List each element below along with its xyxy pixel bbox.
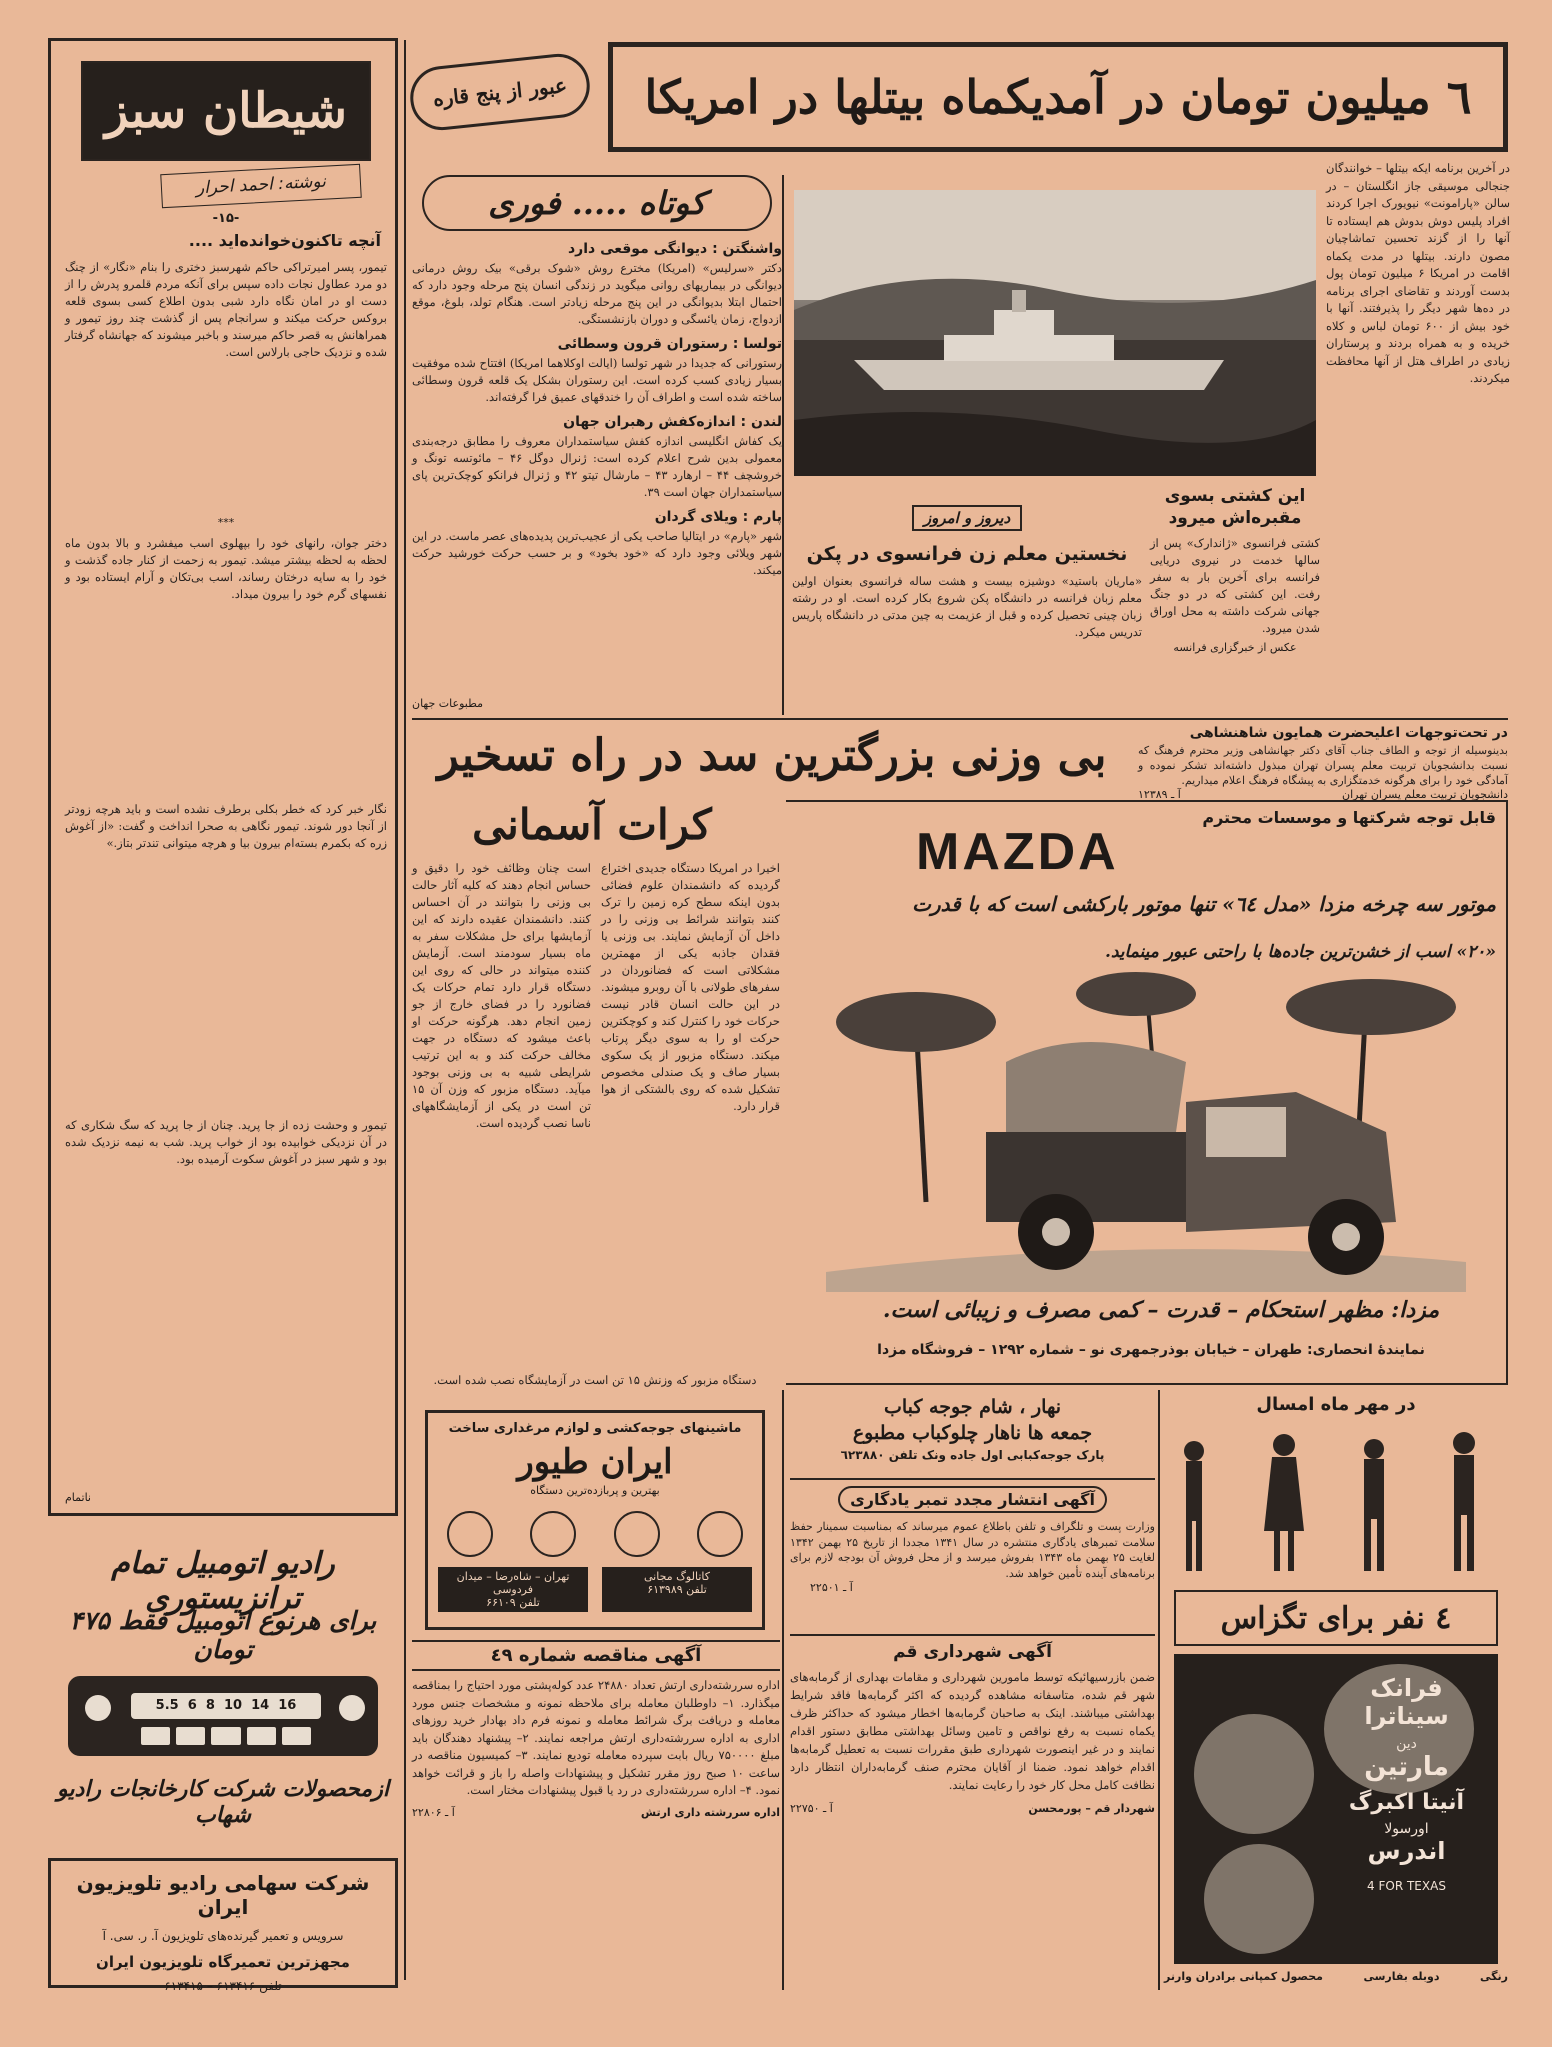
short-news-text-3: یک کفاش انگلیسی اندازه کفش سیاستمداران معروف را مطابق درجه‌بندی معمولی بدین شرح اعلام کرده است: ژنرال دوگل ۴۶ – مائوتسه تونگ و خروشچف ۴۴ – ارهارد ۴۳ – مارشال تیتو ۴۲ و ژنرال فرانکو کوچک‌ترین پای سیاستمداران جهان است ۳۹. — [412, 434, 782, 499]
short-news-heading-2: تولسا : رستوران قرون وسطائی — [557, 336, 782, 352]
iran-tiour-ad — [425, 1410, 765, 1630]
beatles-column — [1326, 160, 1510, 700]
radio-dial-graphic — [68, 1676, 378, 1756]
short-news-credit: مطبوعات جهان — [412, 697, 483, 710]
serial-separator: *** — [217, 516, 235, 529]
announcement-title: در تحت‌توجهات اعلیحضرت همایون شاهنشاهی — [1189, 725, 1508, 741]
restaurant-ad — [790, 1390, 1155, 1480]
short-news-text-2: رستورانی که جدیدا در شهر تولسا (ایالت اوکلاهما امریکا) افتتاح شده موفقیت بسیار زیادی کسب کرده است. این رستوران بشکل یک قلعه قرون وسطائی ساخته شده است و اطراف آن را خندقهای عمیق فرا گرفته‌اند. — [412, 356, 782, 404]
movie-actor-1: فرانک سیناترا — [1364, 1674, 1449, 1730]
serial-story-column — [48, 38, 398, 1516]
tender-signature: اداره سررشته داری ارتش — [640, 1805, 780, 1819]
movie-header: در مهر ماه امسال — [1256, 1394, 1416, 1415]
tv-ad-phone: تلفن ۶۱۳۴۱۶ – ۶۱۳۴۱۵ — [164, 1979, 282, 1993]
movie-actor-2: مارتین — [1364, 1752, 1449, 1782]
column-rule-2 — [782, 175, 784, 715]
stamp-ref: آ ـ ۲۲۵۰۱ — [810, 1581, 853, 1594]
movie-credits — [1324, 1674, 1489, 1954]
yesterday-today-label: دیروز و امروز — [912, 505, 1022, 531]
movie-poster — [1174, 1654, 1498, 1964]
header-badge-text: عبور از پنج قاره — [431, 73, 569, 111]
serial-paragraph-1: تیمور، پسر امیرتراکی حاکم شهرسبز دختری را بنام «نگار» از چنگ دو مرد عطاول نجات داده سپس برای آنکه مردم قلمرو پدرش را از دست او در امان نگاه دارد شبی بدون اطلاع کسی بسوی قلعه بروکس حرکت میکند و سرانجام پس از گذشت چند روز تیمور و همراهانش به قصر حاکم میرسند و باخبر میشوند که جهانشاه گرفتار شده و نزدیک حاجی بارلاس است. — [65, 260, 387, 359]
tender-title: آگهی مناقصه شماره ٤٩ — [412, 1640, 780, 1671]
iran-tiour-emblem-2 — [530, 1511, 576, 1557]
movie-title: ٤ نفر برای تگزاس — [1220, 1600, 1452, 1636]
announcement-text: بدینوسیله از توجه و الطاف جناب آقای دکتر جهانشاهی وزیر محترم فرهنگ که نسبت بدانشجویان تربیت معلم پسران تهران مبذول داشته‌اند تشکر نموده و آمادگی خود را برای هرگونه خدمتگزاری به پیشگاه فرهنگ اعلام میداریم. — [1138, 744, 1508, 787]
movie-footer-1: رنگی — [1480, 1970, 1508, 1983]
tv-ad-title: شرکت سهامی رادیو تلویزیون ایران — [76, 1871, 370, 1919]
serial-paragraph-4: تیمور و وحشت زده از جا پرید. چنان از جا پرید که سگ شکاری که در آن نزدیکی خوابیده بود از خواب پرید. شب به نیمه نزدیک شده بود و شهر سبز در آغوش سکوت آرمیده بود. — [65, 1118, 387, 1166]
serial-title-banner — [81, 61, 371, 161]
iran-tiour-phone-2: تلفن ۶۶۱۰۹ — [486, 1596, 540, 1609]
column-rule-1 — [404, 40, 406, 1980]
tender-notice — [412, 1640, 780, 1990]
radio-ad-line-1: رادیو اتومبیل تمام ترانزیستوری — [111, 1546, 335, 1616]
serial-signature: ناتمام — [65, 1491, 91, 1504]
restaurant-line-3: پارک جوجه‌کبابی اول جاده ونک تلفن ٦٢٣٨٨٠ — [840, 1448, 1105, 1462]
movie-face-3 — [1204, 1844, 1314, 1954]
radio-dial-window — [131, 1693, 321, 1719]
iran-tiour-emblem-1 — [447, 1511, 493, 1557]
mazda-slogan: مزدا: مظهر استحکام – قدرت – کمی مصرف و زیبائی است. — [882, 1297, 1440, 1323]
radio-ad — [48, 1526, 398, 1846]
movie-connector-1: دین — [1396, 1736, 1417, 1752]
short-news-text-4: شهر «پارم» در ایتالیا صاحب یکی از عجیب‌ترین پدیده‌های عصر ماست. در این شهر ویلائی وجود دارد که «خود بخود» و بر حسب حرکت خورشید حرکت میکند. — [412, 529, 782, 577]
movie-title-box — [1174, 1590, 1498, 1646]
iran-tiour-box-1 — [602, 1567, 752, 1612]
iran-tiour-brand: ایران طیور — [517, 1442, 673, 1482]
short-news-heading-1: واشنگتن : دیوانگی موقعی دارد — [567, 241, 782, 257]
qom-text: ضمن بازرسیهائیکه توسط مامورین شهرداری و مقامات بهداری از گرمابه‌های شهر قم شده، متاسفانه مشاهده گردیده که اکثر گرمابه‌ها فاقد شرایط بهداشتی میباشند. اینک به صاحبان گرمابه‌ها اخطار میشود که حداکثر ظرف یکماه نسبت به رفع نواقص و تامین وسائل بهداشتی مطابق دستور اقدام نمایند و در غیر اینصورت شهرداری طبق مقررات نسبت به تعطیل گرمابه‌ها اقدام خواهد نمود. ضمنا از آقایان محترم صنف گرمابه‌داران انتظار دارد نظافت کامل محل کار خود را رعایت نمایند. — [790, 1670, 1155, 1792]
mazda-line-1: موتور سه چرخه مزدا «مدل ٦٤» تنها موتور بارکشی است که با قدرت — [912, 892, 1496, 916]
qom-title: آگهی شهرداری قم — [893, 1642, 1052, 1662]
iran-tiour-top: ماشینهای جوجه‌کشی و لوازم مرغداری ساخت — [448, 1421, 742, 1436]
header-badge — [407, 51, 593, 133]
tv-ad-line-2: مجهزترین تعمیرگاه تلویزیون ایران — [96, 1953, 350, 1971]
short-news-heading-3: لندن : اندازه‌کفش رهبران جهان — [563, 414, 782, 430]
space-article-body — [412, 860, 780, 1365]
radio-buttons — [141, 1727, 311, 1745]
movie-footer-3: محصول کمپانی برادران وارنر — [1164, 1970, 1323, 1983]
serial-paragraph-3: نگار خبر کرد که خطر بکلی برطرف نشده است و باید هرچه زودتر از آنجا دور شوند. تیمور نگاهی به صحرا انداخت و گفت: «از آغوش زره که بکمرم بسته‌ام بیرون بیا و هرچه میتوانی تندتر بتاز.» — [65, 802, 387, 850]
movie-face-2 — [1194, 1714, 1314, 1834]
short-news-title-box — [422, 175, 772, 231]
stamp-text: وزارت پست و تلگراف و تلفن باطلاع عموم میرساند که بمناسبت سمینار حفظ سلامت تمبرهای یادگاری منتشره در سال ۱۳۴۱ مجددا از تاریخ ۲۵ بهمن ۱۳۴۲ لغایت ۲۵ بهمن ماه ۱۳۴۳ بفروش میرسد و از محل فروش آن بودجه لازم برای برنامه‌های آینده تأمین خواهد شد. — [790, 1520, 1156, 1580]
space-headline-2: کرات آسمانی — [472, 800, 712, 849]
short-news-list — [412, 241, 782, 691]
announcement-ref: آ ـ ۱۲۳۸۹ — [1138, 788, 1181, 801]
stamp-notice — [790, 1486, 1155, 1636]
column-rule-4 — [1158, 1390, 1160, 1990]
movie-ad — [1164, 1390, 1508, 1990]
space-col-2: است چنان وظائف خود را دقیق و حساس انجام دهند که کلیه آثار حالت بی وزنی را بتوانند در آن احساس کنند. دانشمندان عقیده دارند که این آزمایشها برای حل مشکلات سفر به ماه بسیار سودمند است. آزمایش کننده میتواند در حالی که روی این دستگاه قرار دارد تمام حرکات یک فضانورد را در فضای خارج از جو زمین انجام دهد. هرگونه حرکت او باعث میشود که دستگاه در جهت مخالف حرکت کند و به این ترتیب شرایطی شبیه به بی وزنی بوجود میآید. دستگاه مزبور که وزن آن ۱۵ تن است در یکی از آزمایشگاههای ناسا نصب گردیده است. — [412, 861, 591, 1130]
stamp-title-wrap — [790, 1486, 1155, 1513]
qom-ref: آ ـ ۲۲۷۵۰ — [790, 1802, 833, 1815]
qom-signature: شهردار قم – پورمحسن — [1028, 1802, 1155, 1815]
radio-ad-maker: ازمحصولات شرکت کارخانجات رادیو شهاب — [57, 1776, 389, 1828]
stamp-title: آگهی انتشار مجدد تمبر یادگاری — [838, 1486, 1107, 1513]
radio-ad-line-2: برای هرنوع اتومبیل فقط ۴۷۵ تومان — [69, 1606, 377, 1664]
restaurant-line-2: جمعه ها ناهار چلوکباب مطبوع — [852, 1422, 1093, 1444]
photo-caption — [1150, 485, 1320, 705]
yesterday-today-label-wrap — [792, 505, 1142, 537]
qom-notice — [790, 1642, 1155, 1992]
short-news-title: کوتاه ..... فوری — [488, 184, 706, 222]
serial-subheading: آنچه تاکنون‌خوانده‌اید .... — [188, 231, 381, 250]
yesterday-today — [792, 505, 1142, 720]
short-news-section — [412, 175, 782, 715]
space-headline-1: بی وزنی بزرگترین سد در راه تسخیر — [437, 730, 1107, 781]
short-news-heading-4: پارم : ویلای گردان — [654, 509, 782, 525]
iran-tiour-sub: بهترین و پربازده‌ترین دستگاه — [530, 1484, 660, 1497]
tender-text: اداره سررشته‌داری ارتش تعداد ۲۴۸۸۰ عدد کوله‌پشتی مورد احتیاج را بمناقصه میگذارد. ۱– داوطلبان معامله برای ملاحظه نمونه و مشخصات جنس مورد معامله و دریافت برگ شرائط معامله و نمونه فرم داد بهادار خرید روزهای اداری به اداره سررشته‌داری ارتش مراجعه نمایند. ۲– پیشنهاد دهندگان باید مبلغ ۷۵۰۰۰۰ ریال بابت سپرده معامله تودیع نمایند. ۳– کمیسیون مناقصه در ساعت ۱۰ صبح روز مقرر تشکیل و پیشنهادات واصله را باز و قرائت خواهد نمود. ۴– اداره سررشته‌داری در رد یا قبول پیشنهادات مختار است. — [412, 1678, 781, 1797]
iran-tiour-emblem-4 — [697, 1511, 743, 1557]
movie-english-title: 4 FOR TEXAS — [1367, 1879, 1446, 1893]
main-headline-box — [608, 42, 1508, 152]
tv-ad — [48, 1858, 398, 1993]
photo-caption-title: این کشتی بسوی مقبره‌اش میرود — [1164, 486, 1306, 528]
iran-tiour-address-2: تهران – شاه‌رضا – میدان فردوسی — [456, 1570, 570, 1596]
movie-actor-3: آنیتا اکبرگ — [1348, 1790, 1465, 1815]
iran-tiour-emblem-3 — [614, 1511, 660, 1557]
main-headline: ٦ میلیون تومان در آمدیکماه بیتلها در امریکا — [644, 70, 1472, 124]
radio-dial-numbers: 5.5 6 8 10 14 16 — [155, 1698, 297, 1713]
movie-footer — [1164, 1970, 1508, 1988]
movie-footer-2: دوبله بفارسی — [1363, 1970, 1440, 1983]
photo-caption-text: کشتی فرانسوی «ژاندارک» پس از سالها خدمت در نیروی دریایی فرانسه برای آخرین بار به سفر رفت. این کشتی که در دو جنگ جهانی شرکت داشته به محل اوراق شدن میرود. — [1150, 536, 1320, 635]
short-news-text-1: دکتر «سرلیس» (امریکا) مخترع روش «شوک برقی» بیک روش درمانی دیوانگی در بیماریهای روانی میگوید در زندگی انسان پنج مرحله وجود دارد که احتمال ابتلا بدیوانگی در این پنج مرحله زیادتر است. هنگام تولد، بلوغ، موقع ازدواج، زمان یائسگی و دوران بازنشستگی. — [412, 261, 782, 326]
restaurant-line-1: نهار ، شام جوجه کباب — [883, 1396, 1062, 1418]
mazda-truck-illustration — [826, 982, 1466, 1292]
ship-photo-graphic — [794, 190, 1316, 476]
mazda-ad — [786, 800, 1508, 1385]
tender-ref: آ ـ ۲۲۸۰۶ — [412, 1805, 455, 1819]
tv-ad-line-1: سرویس و تعمیر گیرنده‌های تلویزیون آ. ر. سی. آ — [102, 1929, 344, 1943]
mazda-brand: MAZDA — [916, 823, 1119, 881]
rule-under-top — [412, 718, 1508, 720]
radio-knob-right — [339, 1695, 365, 1721]
yesterday-today-text: «ماریان باستید» دوشیزه بیست و هشت ساله فرانسوی بعنوان اولین معلم زبان فرانسه در دانشگاه پکن شروع بکار کرده است. او در رشته زبان چینی تحصیل کرده و قبل از عزیمت به چین مدتی در دانشگاه پاریس تدریس میکرد. — [792, 574, 1142, 639]
movie-dancers-graphic — [1164, 1421, 1508, 1581]
announcement-signature: دانشجویان تربیت معلم پسران تهران — [1342, 788, 1508, 801]
serial-title: شیطان سبز — [105, 83, 347, 139]
mazda-address: نمایندهٔ انحصاری: طهران – خیابان بوذرجمهری نو – شماره ۱۲۹۲ – فروشگاه مزدا — [877, 1342, 1425, 1358]
serial-episode: -۱۵- — [212, 211, 240, 226]
yesterday-today-headline: نخستین معلم زن فرانسوی در پکن — [806, 543, 1128, 565]
movie-actor-4: اندرس — [1367, 1837, 1446, 1865]
movie-connector-2: اورسولا — [1384, 1821, 1429, 1837]
mazda-line-2: «۲۰» اسب از خشن‌ترین جاده‌ها با راحتی عبور مینماید. — [1104, 942, 1496, 962]
serial-author: نوشته: احمد احرار — [160, 164, 362, 208]
ship-photo — [794, 190, 1316, 476]
space-col-1: اخیرا در امریکا دستگاه جدیدی اختراع گردیده که دانشمندان علوم فضائی بدون اینکه سطح کره زمین را ترک کنند بتوانند شرائط بی وزنی را در داخل آن آزمایش نمایند. بی وزنی یا فقدان جاذبه یکی از مهمترین مشکلاتی است که فضانوردان در سفرهای طولانی با آن روبرو میشوند. در این حالت انسان قادر نیست حرکات خود را کنترل کند و کوچکترین حرکت او را به سوی دیگر پرتاب میکند. دستگاه مزبور از یک سکوی بسیار صاف و یک صندلی مخصوص تشکیل شده که روی بالشتکی از هوا قرار دارد. — [601, 861, 780, 1113]
beatles-text: در آخرین برنامه ایکه بیتلها – خوانندگان جنجالی موسیقی جاز انگلستان – در سالن «پارامونت» نیویورک اجرا کردند افراد پلیس دوش بدوش هم ایستاده تا آنها را از گزند تحسین تماشاچیان مصون دارند. بیتلها در مدت یکماه اقامت در امریکا ۶ میلیون تومان پول بدست آوردند و تقاضای اجرای برنامه در ده‌ها شهر دیگر را پذیرفتند. آنها با خود بیش از ۶۰۰ تومان لباس و کلاه خریده و به همراه بردند و پرستاران زیادی در اطراف هتل از آنها محافظت میکردند. — [1326, 161, 1511, 385]
iran-tiour-phone-1: تلفن ۶۱۳۹۸۹ — [647, 1583, 707, 1596]
photo-caption-source: عکس از خبرگزاری فرانسه — [1173, 641, 1297, 654]
serial-paragraph-2: دختر جوان، رانهای خود را بپهلوی اسب میفشرد و بالا بدون ماه لحظه به لحظه بیشتر میشد. تیمور به زحمت از کنار جاده گذشت و خود را به سایه درختان رساند، اسب بی‌تکان و آرام ایستاده بود و نفسهای گرم خود را بیرون میداد. — [65, 536, 387, 601]
iran-tiour-box-2 — [438, 1567, 588, 1612]
radio-knob-left — [85, 1695, 111, 1721]
mazda-top-line: قابل توجه شرکتها و موسسات محترم — [1202, 808, 1496, 827]
column-rule-3 — [782, 1390, 784, 1990]
space-closing: دستگاه مزبور که وزنش ۱۵ تن است در آزمایشگاه نصب شده است. — [433, 1373, 757, 1387]
iran-tiour-address-1: کاتالوگ مجانی — [644, 1570, 710, 1583]
